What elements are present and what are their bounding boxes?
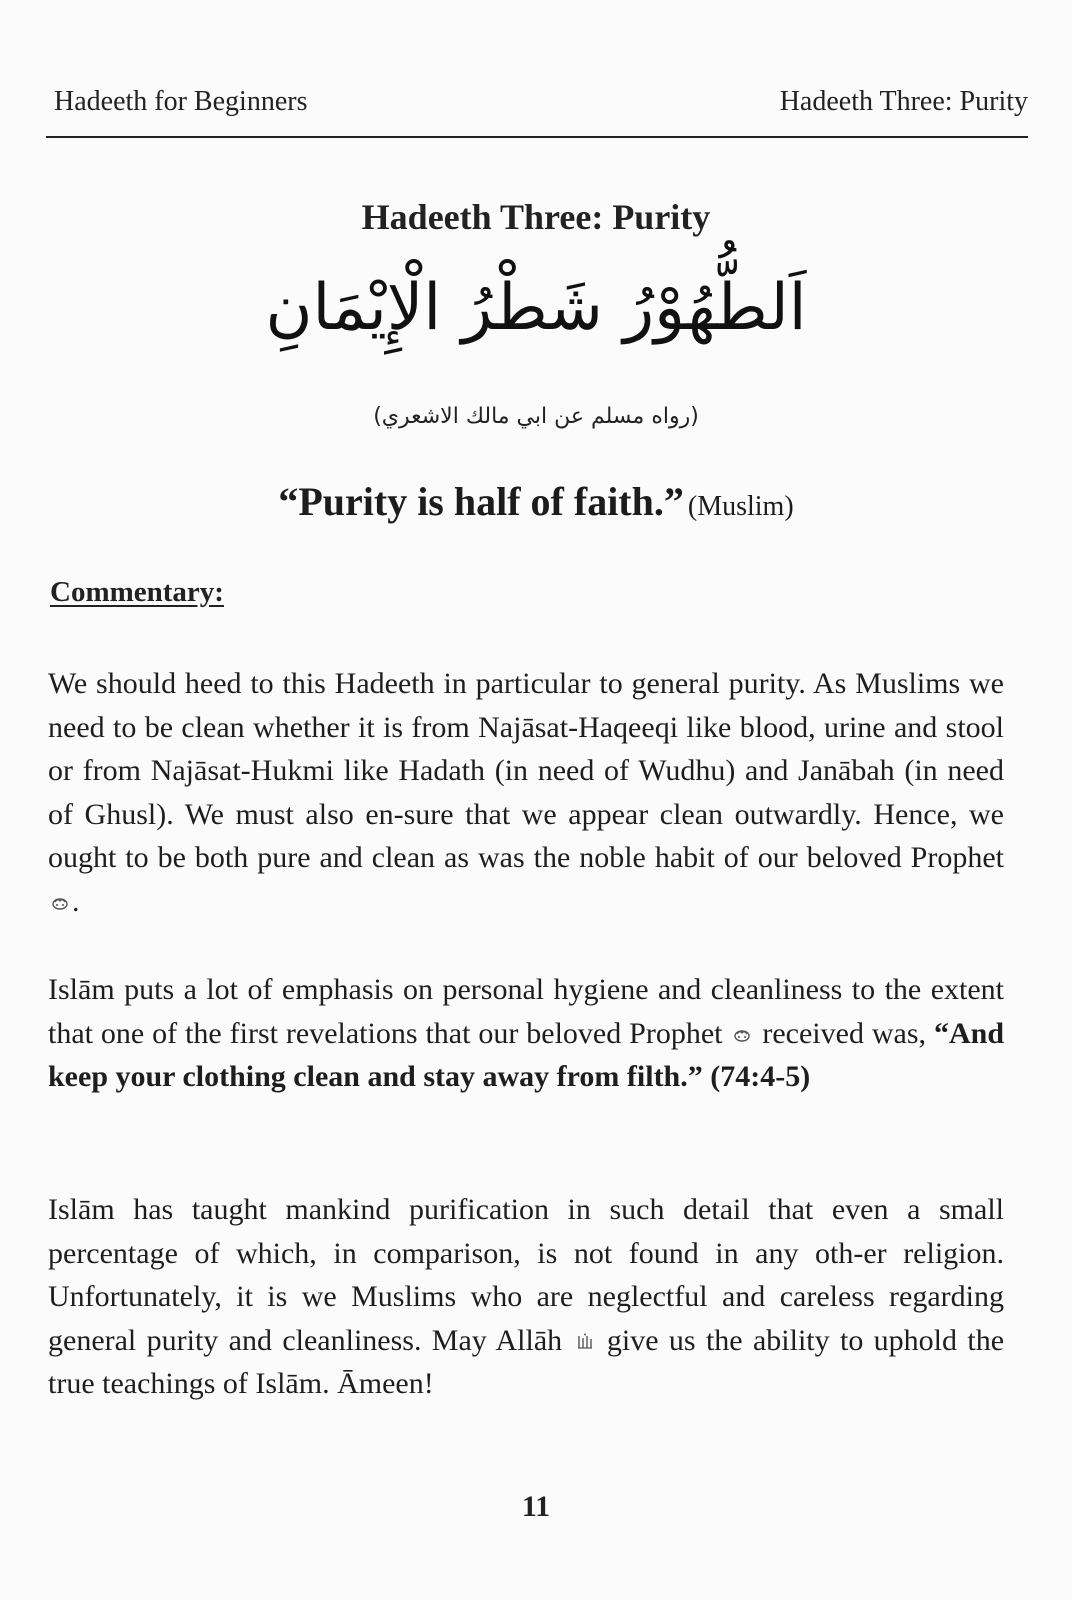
running-header <box>48 86 1028 126</box>
translation-quote: “Purity is half of faith.” <box>278 479 684 524</box>
arabic-hadeeth-text: اَلطُّهُوْرُ شَطْرُ الْإِيْمَانِ <box>265 271 807 345</box>
paragraph-3-text-before: Islām has taught mankind purification in such detail that even a small percentage of which, in comparison, is not found in any oth-er religion. Unfortunately, it is we Muslims who are neglectful and careless regarding general purity and cleanliness. May Allāh <box>48 1193 1004 1357</box>
header-book-title: Hadeeth for Beginners <box>54 86 308 117</box>
header-chapter-title: Hadeeth Three: Purity <box>779 86 1028 117</box>
paragraph-1-text: We should heed to this Hadeeth in particular to general purity. As Muslims we need to be clean whether it is from Najāsat-Haqeeqi like blood, urine and stool or from Najāsat-Hukmi like Hadath (in need of Wudhu) and Janābah (in need of Ghusl). We must also en-sure that we appear clean outwardly. Hence, we ought to be both pure and clean as was the noble habit of our beloved Prophet <box>48 667 1004 875</box>
commentary-heading: Commentary: <box>50 576 224 608</box>
paragraph-3-text-after: give us the ability to uphold the true teachings of Islām. Āmeen! <box>48 1323 1005 1401</box>
header-divider <box>46 136 1028 138</box>
commentary-paragraph-1 <box>48 662 1004 924</box>
salawat-glyph-icon <box>732 1025 752 1045</box>
quran-verse-quote: “And keep your clothing clean and stay away from filth.” (74:4-5) <box>48 1016 1005 1094</box>
translation-source: (Muslim) <box>687 491 794 522</box>
salawat-glyph-icon <box>50 893 70 913</box>
paragraph-2-text-mid: received was, <box>762 1016 927 1050</box>
paragraph-2-text-before: Islām puts a lot of emphasis on personal hygiene and cleanliness to the extent that one of the first revelations that our beloved Prophet <box>48 973 1004 1050</box>
commentary-paragraph-2 <box>48 968 1004 1099</box>
page-number: 11 <box>521 1490 551 1523</box>
subhanahu-glyph-icon <box>575 1332 595 1352</box>
paragraph-1-end: . <box>72 884 80 918</box>
arabic-narration-source: (رواه مسلم عن ابي مالك الاشعري) <box>373 404 699 429</box>
translation-line <box>0 478 1072 525</box>
commentary-paragraph-3 <box>48 1188 1004 1406</box>
chapter-title: Hadeeth Three: Purity <box>361 197 711 237</box>
